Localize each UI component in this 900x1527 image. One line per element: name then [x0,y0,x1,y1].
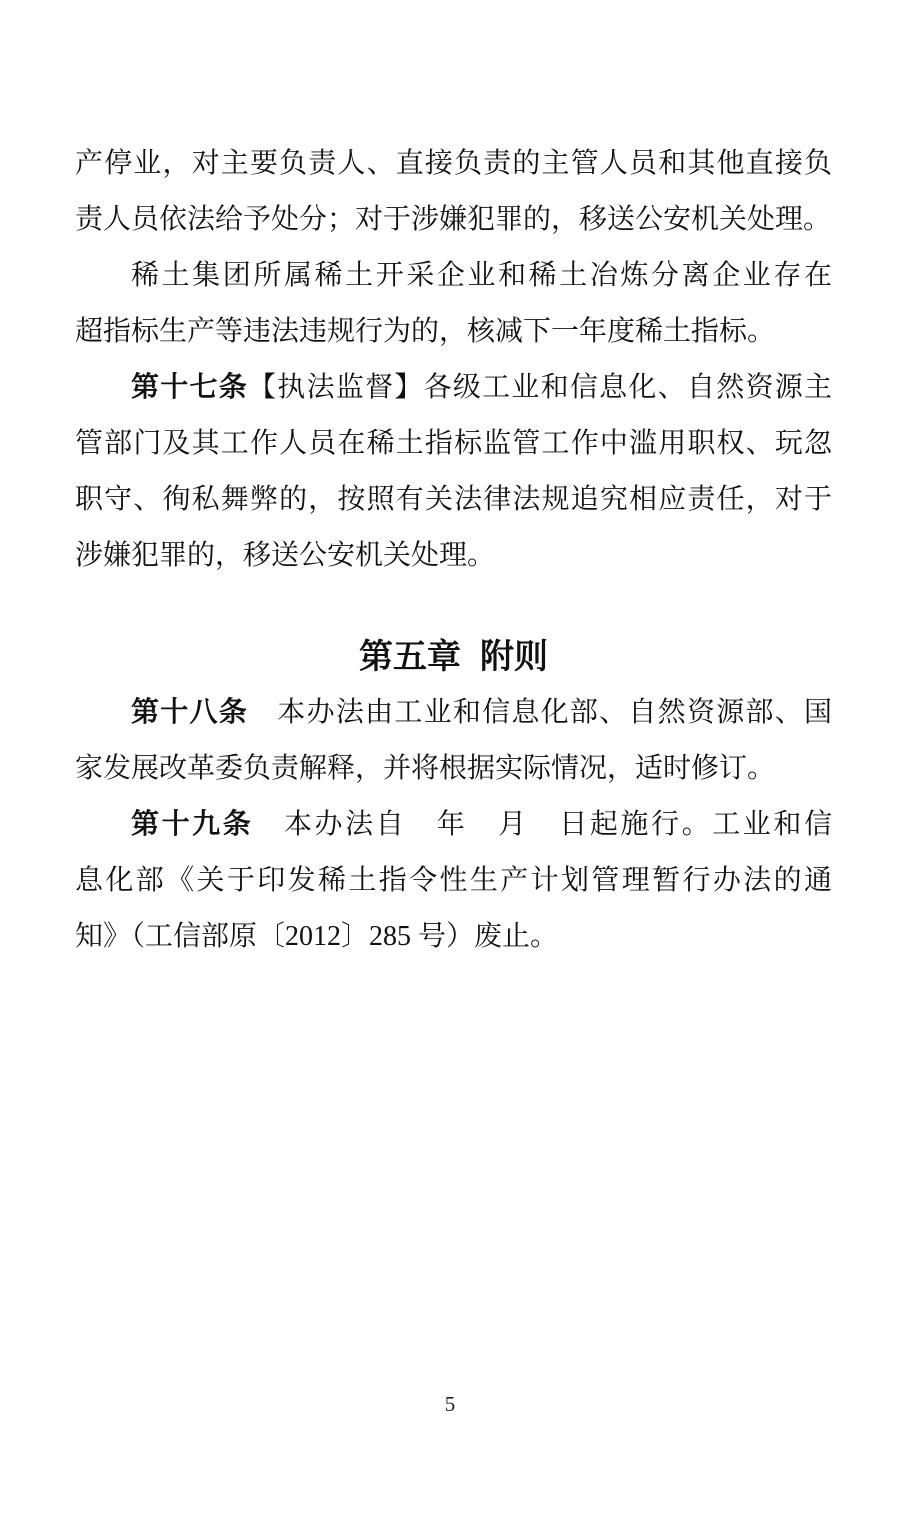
text-line: 产停业，对主要负责人、直接负责的主管人员和其他直接负 [75,148,832,179]
paragraph-quota-reduction [75,248,832,360]
text-line: 超指标生产等违法违规行为的，核减下一年度稀土指标。 [75,316,776,347]
text-line: 稀土集团所属稀土开采企业和稀土冶炼分离企业存在 [131,260,832,291]
chapter-heading: 第五章 附则 [359,638,548,676]
text-line: 责人员依法给予处分；对于涉嫌犯罪的，移送公安机关处理。 [75,204,832,235]
article-18-number: 第十八条 [131,697,249,728]
article-19-lede: 本办法自 年 月 日起施行。工业和信 [253,809,832,840]
paragraph-penalty-continuation [75,136,832,248]
text-line [75,360,832,416]
text-line: 家发展改革委负责解释，并将根据实际情况，适时修订。 [75,753,776,784]
paragraph-article-18 [75,685,832,797]
text-line: 息化部《关于印发稀土指令性生产计划管理暂行办法的通 [75,865,832,896]
article-19-number: 第十九条 [131,809,254,840]
text-line: 职守、徇私舞弊的，按照有关法律法规追究相应责任，对于 [75,484,832,515]
paragraph-article-19 [75,797,832,965]
page-number: 5 [444,1392,456,1416]
article-17-number: 第十七条 [131,372,249,403]
article-18-lede: 本办法由工业和信息化部、自然资源部、国 [248,697,832,728]
text-line: 涉嫌犯罪的，移送公安机关处理。 [75,540,496,571]
paragraph-article-17 [75,360,832,584]
text-line [75,685,832,741]
text-line: 知》（工信部原〔2012〕285 号）废止。 [75,921,559,952]
document-body [75,136,832,965]
text-line [75,797,832,853]
article-17-lede: 【执法监督】各级工业和信息化、自然资源主 [248,372,832,403]
text-line: 管部门及其工作人员在稀土指标监管工作中滥用职权、玩忽 [75,428,832,459]
